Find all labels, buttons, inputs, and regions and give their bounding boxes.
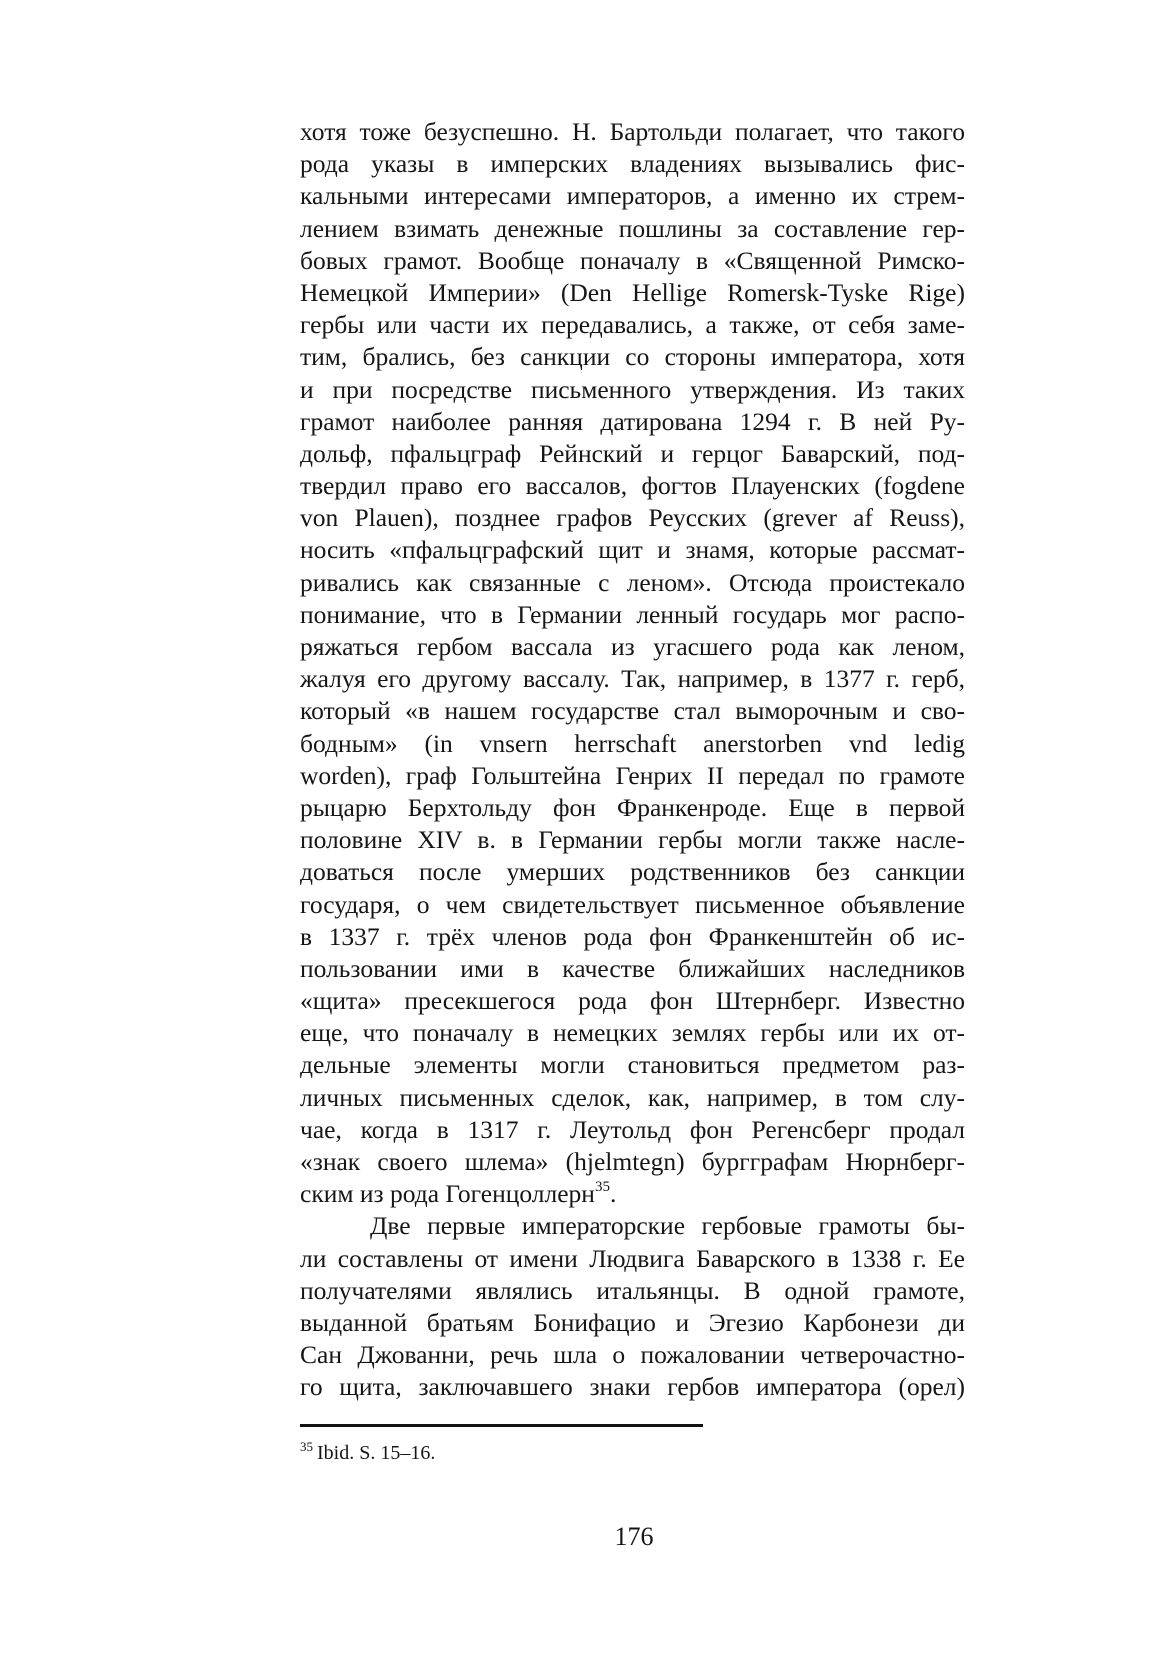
text-line: worden), граф Гольштейна Генрих II передал по грамоте xyxy=(300,760,965,790)
text-line: ряжаться гербом вассала из угасшего рода как леном, xyxy=(300,632,965,661)
text-line: хотя тоже безуспешно. Н. Бартольди полагает, что такого xyxy=(300,117,965,146)
text-line-last xyxy=(300,1178,965,1210)
text-line: половине XIV в. в Германии гербы могли также насле- xyxy=(300,825,965,855)
text-line: носить «пфальцграфский щит и знамя, которые рассмат- xyxy=(300,535,965,565)
text-line: личных письменных сделок, как, например, в том слу- xyxy=(300,1082,965,1112)
text-line: «щита» пресекшегося рода фон Штернберг. Известно xyxy=(300,986,965,1016)
text-line: государя, о чем свидетельствует письменное объявление xyxy=(300,889,965,919)
text-line: von Plauen), позднее графов Реусских (grever af Reuss), xyxy=(300,503,965,533)
footnote xyxy=(300,1441,435,1465)
last-line-text: ским из рода Гогенцоллерн xyxy=(300,1179,595,1209)
text-line-indented: Две первые императорские гербовые грамоты бы- xyxy=(370,1211,965,1241)
footnote-divider xyxy=(300,1424,703,1427)
text-line: и при посредстве письменного утверждения. Из таких xyxy=(300,374,965,404)
text-line: твердил право его вассалов, фогтов Плауенских (fogdene xyxy=(300,471,965,501)
text-line: Немецкой Империи» (Den Hellige Romersk-Tyske Rige) xyxy=(300,277,965,307)
text-line: получателями являлись итальянцы. В одной грамоте, xyxy=(300,1275,965,1305)
main-text xyxy=(300,116,965,1404)
text-line: бодным» (in vnsern herrschaft anerstorben vnd ledig xyxy=(300,728,965,758)
text-line: в 1337 г. трёх членов рода фон Франкенштейн об ис- xyxy=(300,921,965,951)
paragraph-1 xyxy=(300,116,965,1210)
text-line: лением взимать денежные пошлины за составление гер- xyxy=(300,213,965,243)
text-line: гербы или части их передавались, а также, от себя заме- xyxy=(300,310,965,340)
text-line: выданной братьям Бонифацио и Эгезио Карбонези ди xyxy=(300,1307,965,1337)
text-line: чае, когда в 1317 г. Леутольд фон Регенсберг продал xyxy=(300,1114,965,1144)
text-line: тим, брались, без санкции со стороны императора, хотя xyxy=(300,342,965,372)
paragraph-2 xyxy=(300,1210,965,1403)
text-line: ли составлены от имени Людвига Баварского в 1338 г. Ее xyxy=(300,1243,965,1273)
text-line: кальными интересами императоров, а именно их стрем- xyxy=(300,181,965,211)
text-line: дольф, пфальцграф Рейнский и герцог Баварский, под- xyxy=(300,438,965,468)
text-line: еще, что поначалу в немецких землях гербы или их от- xyxy=(300,1018,965,1048)
text-line: Сан Джованни, речь шла о пожаловании четверочастно- xyxy=(300,1340,965,1370)
text-line: пользовании ими в качестве ближайших наследников xyxy=(300,953,965,983)
text-line: рыцарю Берхтольду фон Франкенроде. Еще в первой xyxy=(300,792,965,822)
text-line: жалуя его другому вассалу. Так, например, в 1377 г. герб, xyxy=(300,664,965,694)
text-line: грамот наиболее ранняя датирована 1294 г. В ней Ру- xyxy=(300,406,965,436)
text-line: доваться после умерших родственников без санкции xyxy=(300,857,965,887)
last-line-end: . xyxy=(609,1179,617,1209)
text-line: понимание, что в Германии ленный государь мог распо- xyxy=(300,599,965,629)
text-line: рода указы в имперских владениях вызывались фис- xyxy=(300,149,965,179)
text-line: который «в нашем государстве стал выморочным и сво- xyxy=(300,696,965,726)
text-line: дельные элементы могли становиться предметом раз- xyxy=(300,1050,965,1080)
footnote-number: 35 xyxy=(300,1439,313,1454)
text-line: го щита, заключавшего знаки гербов императора (орел) xyxy=(300,1372,965,1402)
page-number: 176 xyxy=(614,1522,654,1551)
footnote-text: Ibid. S. 15–16. xyxy=(317,1442,436,1464)
text-line: «знак своего шлема» (hjelmtegn) бургграфам Нюрнберг- xyxy=(300,1147,965,1176)
footnote-reference[interactable]: 35 xyxy=(594,1179,610,1196)
text-line: ривались как связанные с леном». Отсюда проистекало xyxy=(300,567,965,597)
text-line: бовых грамот. Вообще поначалу в «Священной Римско- xyxy=(300,245,965,275)
